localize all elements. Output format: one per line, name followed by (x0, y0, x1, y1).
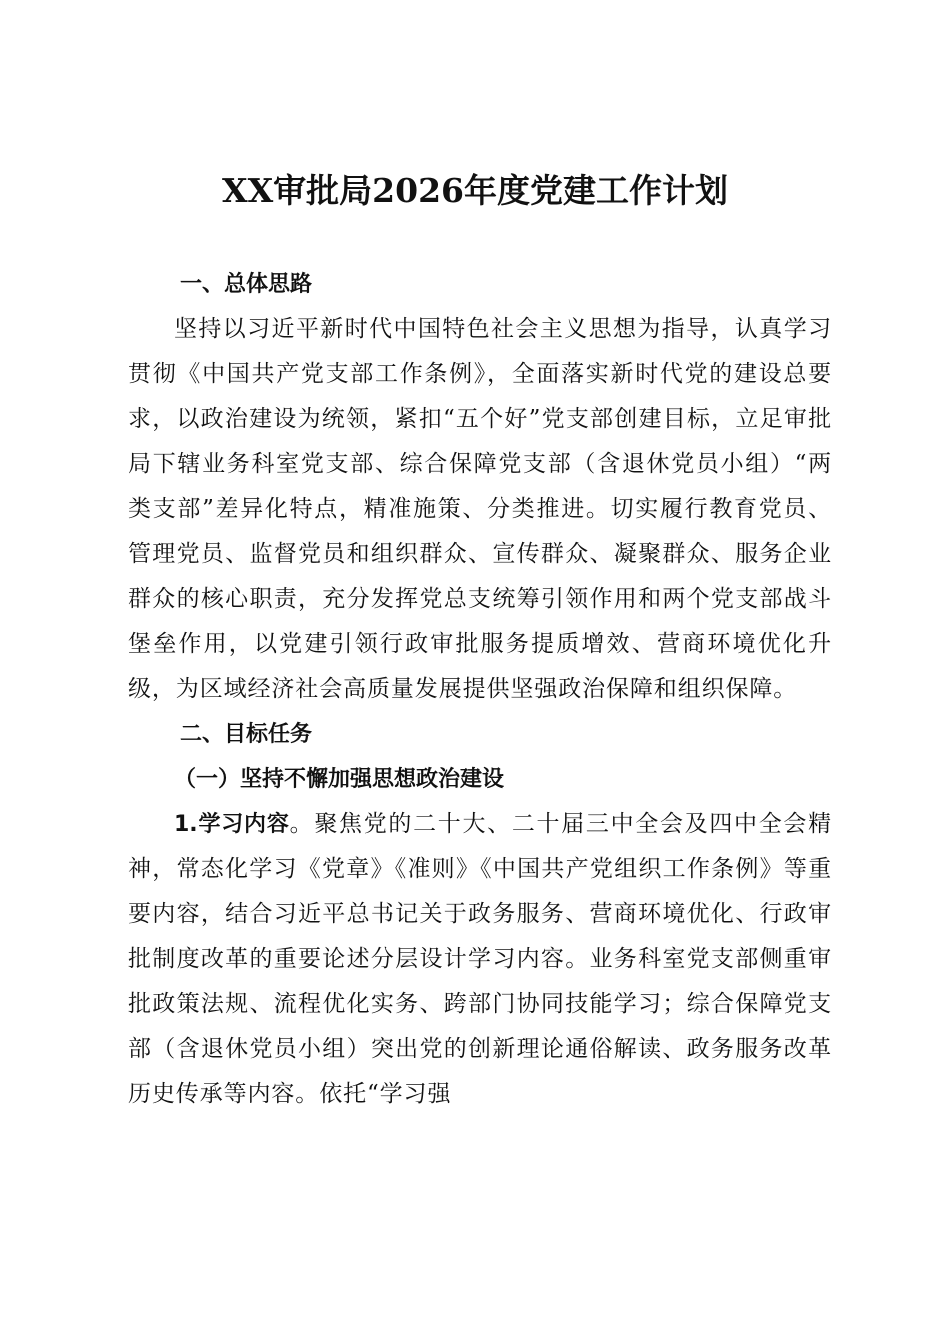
document-body (128, 262, 832, 1117)
subsection-heading-political-building: （一）坚持不懈加强思想政治建设 (174, 766, 505, 792)
document-title: XX审批局2026年度党建工作计划 (221, 171, 729, 210)
section-heading-goals-tasks: 二、目标任务 (180, 722, 313, 747)
study-content-text: 。聚焦党的二十大、二十届三中全会及四中全会精神，常态化学习《党章》《准则》《中国共产党组织工作条例》等重要内容，结合习近平总书记关于政务服务、营商环境优化、行政审批制度改革的重要论述分层设计学习内容。业务科室党支部侧重审批政策法规、流程优化实务、跨部门协同技能学习；综合保障党支部（含退休党员小组）突出党的创新理论通俗解读、政务服务改革历史传承等内容。依托“学习强 (128, 811, 832, 1107)
section-heading-overall-approach: 一、总体思路 (180, 272, 313, 297)
study-content-paragraph (128, 802, 832, 1117)
overall-approach-paragraph: 坚持以习近平新时代中国特色社会主义思想为指导，认真学习贯彻《中国共产党支部工作条例》，全面落实新时代党的建设总要求，以政治建设为统领，紧扣“五个好”党支部创建目标，立足审批局下辖业务科室党支部、综合保障党支部（含退休党员小组）“两类支部”差异化特点，精准施策、分类推进。切实履行教育党员、管理党员、监督党员和组织群众、宣传群众、凝聚群众、服务企业群众的核心职责，充分发挥党总支统筹引领作用和两个党支部战斗堡垒作用，以党建引领行政审批服务提质增效、营商环境优化升级，为区域经济社会高质量发展提供坚强政治保障和组织保障。 (128, 316, 832, 702)
study-content-lead: 1.学习内容 (174, 812, 290, 837)
